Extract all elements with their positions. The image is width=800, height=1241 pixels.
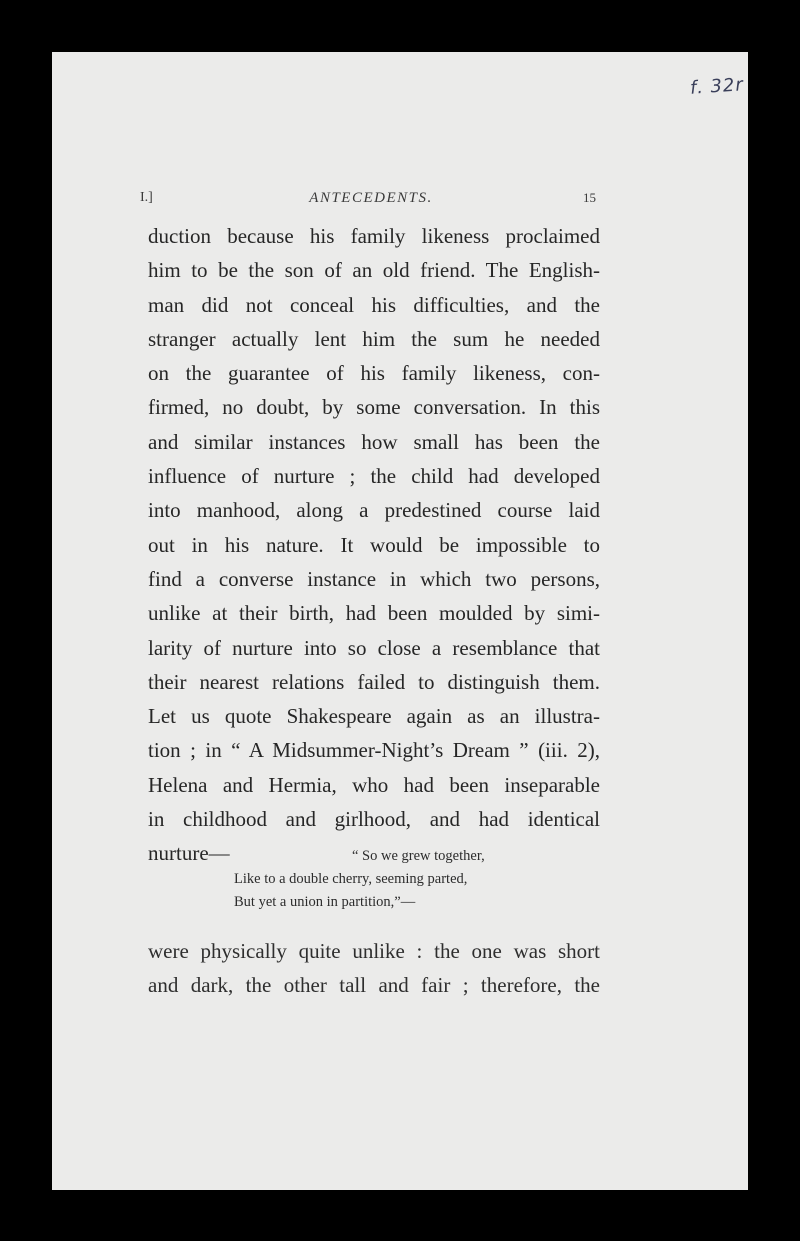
chapter-number: I.] — [140, 190, 153, 205]
text-line: him to be the son of an old friend. The English- — [148, 258, 600, 283]
text-line: were physically quite unlike : the one was short — [148, 939, 600, 963]
running-title: ANTECEDENTS. — [309, 190, 433, 206]
text-line: out in his nature. It would be impossible to — [148, 532, 600, 557]
running-header — [140, 190, 602, 212]
folio-annotation: f. 32r — [689, 74, 745, 99]
text-line: nurture— — [148, 841, 230, 866]
text-line: influence of nurture ; the child had developed — [148, 464, 600, 489]
verse-line: “ So we grew together, — [352, 848, 485, 864]
book-page — [52, 52, 748, 1190]
text-line: firmed, no doubt, by some conversation. In this — [148, 395, 600, 420]
text-line: larity of nurture into so close a resemblance that — [148, 635, 600, 660]
text-line: and dark, the other tall and fair ; therefore, the — [148, 973, 600, 998]
verse-line: But yet a union in partition,”— — [234, 894, 416, 910]
text-line: tion ; in “ A Midsummer-Night’s Dream ” (iii. 2), — [148, 738, 600, 763]
text-line: unlike at their birth, had been moulded by simi- — [148, 601, 600, 626]
text-line: in childhood and girlhood, and had identical — [148, 807, 600, 832]
text-line: on the guarantee of his family likeness, con- — [148, 361, 600, 386]
text-line: Helena and Hermia, who had been inseparable — [148, 772, 600, 797]
verse-line: Like to a double cherry, seeming parted, — [234, 871, 468, 887]
page-number: 15 — [583, 190, 596, 205]
text-line: duction because his family likeness proclaimed — [148, 224, 600, 248]
text-line: their nearest relations failed to distinguish them. — [148, 669, 600, 694]
text-line: into manhood, along a predestined course laid — [148, 498, 600, 523]
text-line: Let us quote Shakespeare again as an illustra- — [148, 704, 600, 729]
text-line: find a converse instance in which two persons, — [148, 566, 600, 591]
paragraph-1 — [148, 219, 600, 871]
paragraph-2 — [148, 934, 600, 1003]
verse-quotation — [234, 845, 554, 914]
text-line: man did not conceal his difficulties, and the — [148, 292, 600, 317]
text-line: and similar instances how small has been the — [148, 429, 600, 454]
text-line: stranger actually lent him the sum he needed — [148, 326, 600, 351]
